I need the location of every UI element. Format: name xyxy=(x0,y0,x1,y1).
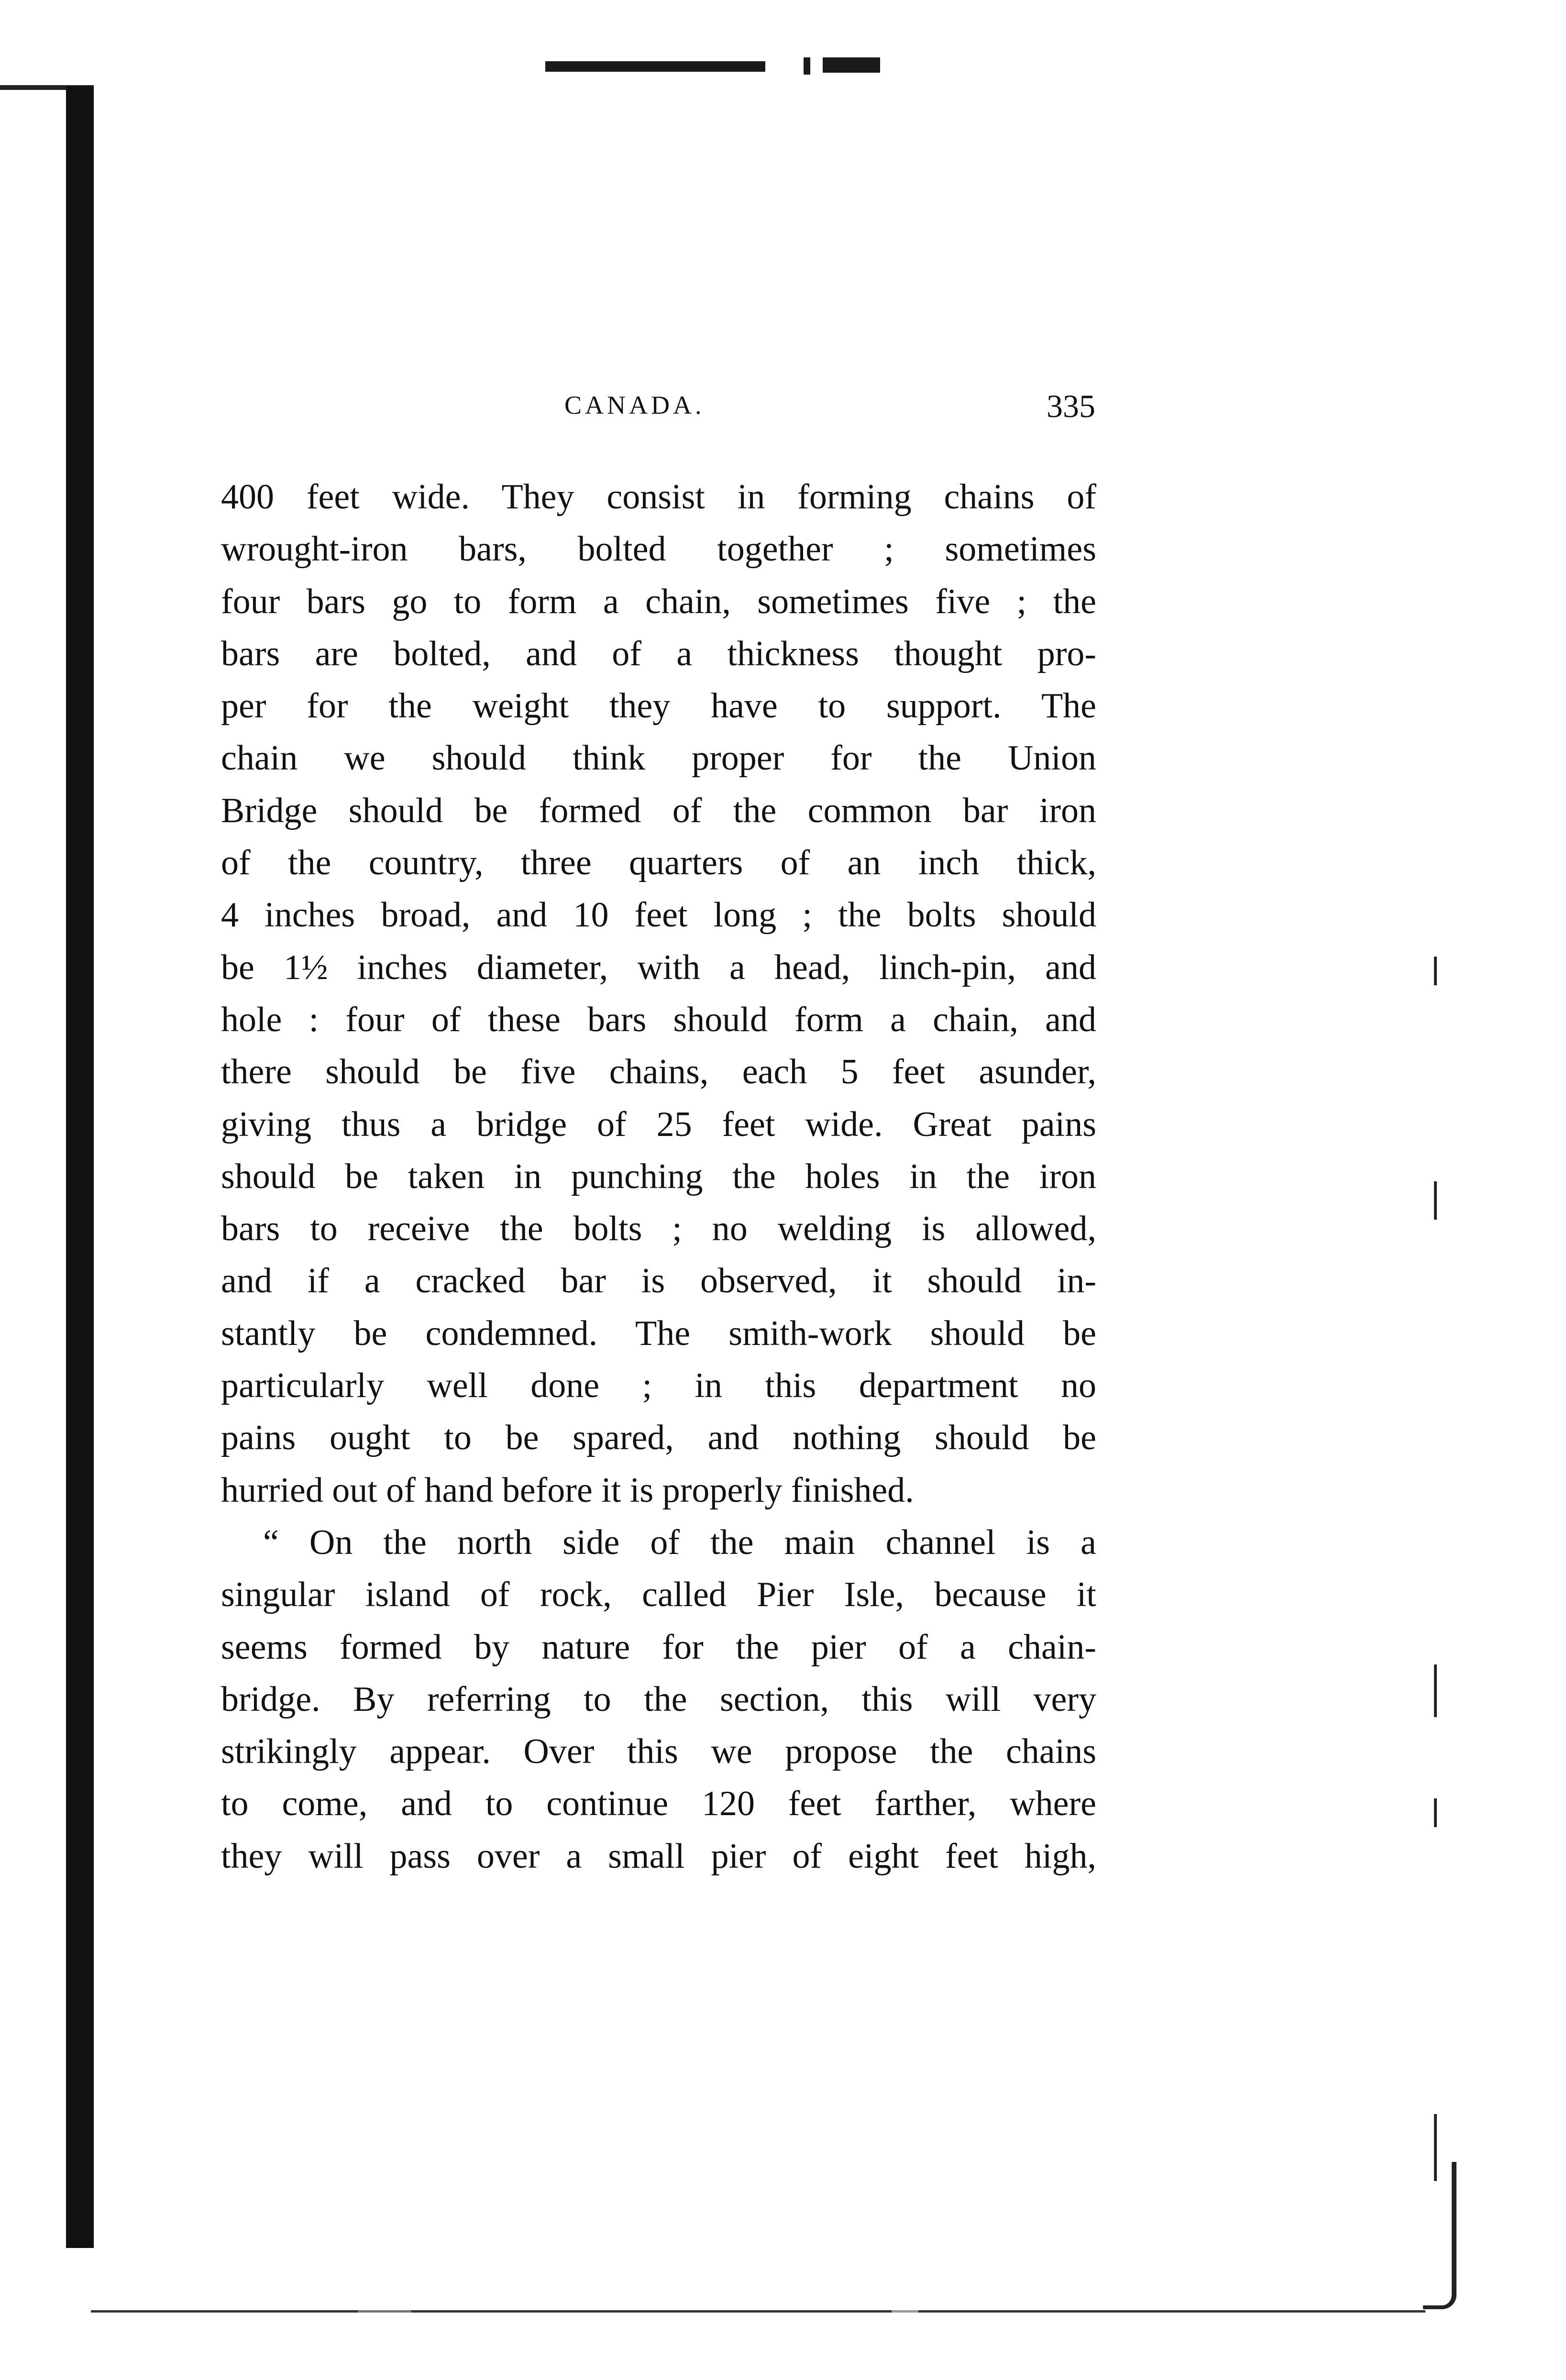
text-line: four bars go to form a chain, sometimes five ; the xyxy=(221,582,1096,621)
scan-binding-shadow xyxy=(66,86,94,2248)
text-line: strikingly appear. Over this we propose the chains xyxy=(221,1732,1096,1772)
text-line: 4 inches broad, and 10 feet long ; the bolts should xyxy=(221,895,1096,935)
text-line: 400 feet wide. They consist in forming chains of xyxy=(221,477,1096,517)
paragraph-end-line: hurried out of hand before it is properly finished. xyxy=(221,1470,914,1510)
scan-bottom-edge xyxy=(91,2310,1425,2313)
text-line: particularly well done ; in this department no xyxy=(221,1366,1096,1406)
text-line: pains ought to be spared, and nothing should be xyxy=(221,1418,1096,1458)
text-line: wrought-iron bars, bolted together ; sometimes xyxy=(221,529,1096,569)
body-text xyxy=(221,471,1096,1883)
page-number: 335 xyxy=(1047,388,1095,424)
running-head xyxy=(220,387,1095,430)
scan-page-curl xyxy=(1423,2162,1456,2309)
paragraph-start-line: “ On the north side of the main channel is a xyxy=(263,1522,1096,1562)
text-line: be 1½ inches diameter, with a head, linch-pin, and xyxy=(221,948,1096,987)
running-title: CANADA. xyxy=(564,391,705,419)
text-line: should be taken in punching the holes in the iron xyxy=(221,1157,1096,1196)
scan-right-edge-marks xyxy=(1427,957,1446,2344)
text-line: per for the weight they have to support. The xyxy=(221,686,1096,726)
scan-top-smudge xyxy=(545,57,756,72)
text-line: of the country, three quarters of an inch thick, xyxy=(221,843,1096,883)
text-line: singular island of rock, called Pier Isle, because it xyxy=(221,1575,1096,1615)
text-line: there should be five chains, each 5 feet asunder, xyxy=(221,1052,1096,1092)
text-line: giving thus a bridge of 25 feet wide. Great pains xyxy=(221,1104,1096,1144)
text-line: seems formed by nature for the pier of a chain- xyxy=(221,1627,1096,1667)
text-line: bars to receive the bolts ; no welding is allowed, xyxy=(221,1209,1096,1249)
text-line: hole : four of these bars should form a chain, and xyxy=(221,1000,1096,1039)
text-line: chain we should think proper for the Union xyxy=(221,738,1096,778)
text-line: Bridge should be formed of the common bar iron xyxy=(221,791,1096,830)
text-line: and if a cracked bar is observed, it should in- xyxy=(221,1261,1096,1301)
text-line: stantly be condemned. The smith-work should be xyxy=(221,1313,1096,1353)
text-line: bars are bolted, and of a thickness thought pro- xyxy=(221,634,1096,673)
text-line: to come, and to continue 120 feet farther, where xyxy=(221,1784,1096,1824)
text-line: bridge. By referring to the section, this will very xyxy=(221,1679,1096,1719)
text-line: they will pass over a small pier of eight feet high, xyxy=(221,1836,1096,1876)
